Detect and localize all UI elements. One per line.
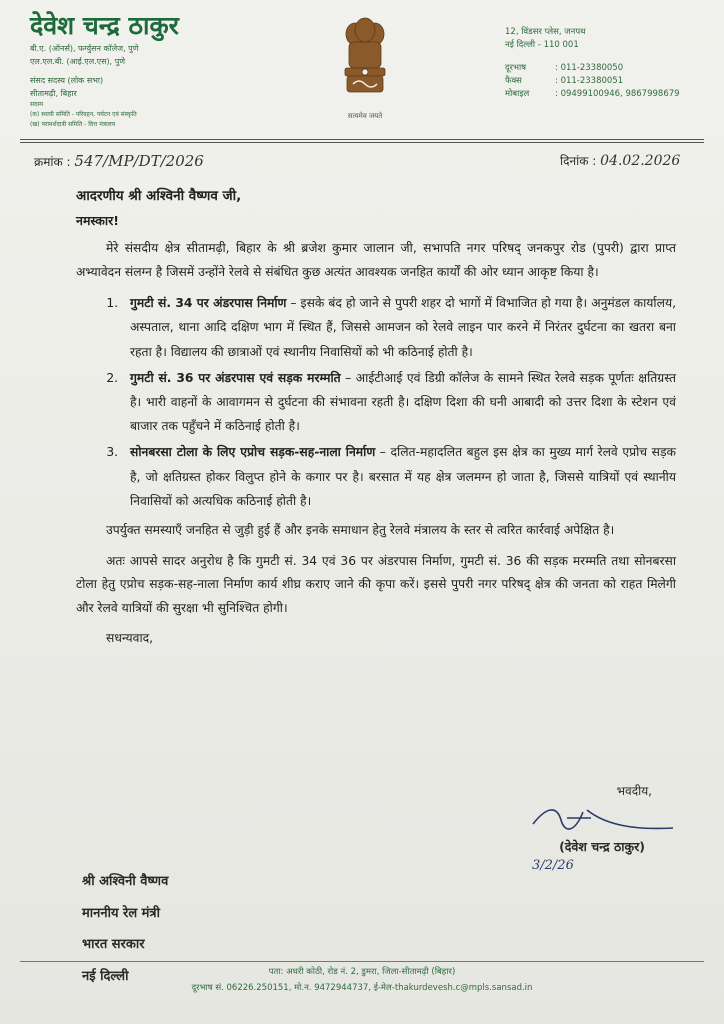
mobile-row bbox=[505, 88, 715, 101]
recipient-line: नई दिल्ली bbox=[82, 968, 129, 984]
issue-list bbox=[76, 291, 676, 513]
phone-row bbox=[505, 62, 715, 75]
issue-item bbox=[122, 291, 676, 364]
sender-position: संसद सदस्य (लोक सभा) bbox=[30, 76, 104, 85]
date-label: दिनांक : bbox=[560, 154, 597, 168]
letter-footer bbox=[0, 964, 724, 996]
date-value: 04.02.2026 bbox=[600, 153, 681, 169]
issue-text: – दलित-महादलित बहुल इस क्षेत्र का मुख्य मार्ग रेलवे एप्रोच सड़क है, जो क्षतिग्रस्त होकर विलुप्त होने के कगार पर है। बरसात में यह क्षेत्र जलमग्न हो जाता है, जिससे यात्रियों एवं स्थानीय निवासियों को अत्यधिक कठिनाई होती है। bbox=[130, 445, 676, 508]
fax-label: फैक्स bbox=[505, 76, 522, 86]
member-label: सदस्य bbox=[30, 101, 44, 108]
footer-contact: दूरभाष सं. 06226.250151, मो.न. 9472944737, ई-मेल-thakurdevesh.c@mpls.sansad.in bbox=[191, 983, 533, 993]
greeting: नमस्कार! bbox=[76, 213, 119, 228]
phone-value: : 011-23380050 bbox=[555, 63, 624, 73]
reference-label: क्रमांक : bbox=[34, 155, 71, 169]
salutation: आदरणीय श्री अश्विनी वैष्णव जी, bbox=[76, 188, 242, 204]
letterhead-left bbox=[30, 10, 280, 130]
mobile-value: : 09499100946, 9867998679 bbox=[555, 89, 680, 99]
sender-name: देवेश चन्द्र ठाकुर bbox=[30, 11, 179, 40]
header-divider-2 bbox=[20, 142, 704, 143]
address-line-1: 12, विंडसर प्लेस, जनपथ bbox=[505, 27, 586, 37]
issue-title: गुमटी सं. 36 पर अंडरपास एवं सड़क मरम्मति bbox=[130, 370, 341, 385]
signer-name: (देवेश चन्द्र ठाकुर) bbox=[559, 839, 645, 854]
fax-value: : 011-23380051 bbox=[555, 76, 624, 86]
sender-constituency: सीतामढ़ी, बिहार bbox=[30, 89, 77, 98]
committee-2: (ख) परामर्शदात्री समिति - वित्त मंत्रालय bbox=[30, 121, 116, 128]
letter-body bbox=[76, 184, 676, 649]
thanks-line: सधन्यवाद, bbox=[106, 631, 154, 646]
footer-address: पता: अधरी कोठी, रोड नं. 2, डुमरा, जिला-सीतामढ़ी (बिहार) bbox=[268, 967, 456, 977]
footer-divider bbox=[20, 961, 704, 962]
qualification-1: बी.ए. (ऑनर्स), फर्ग्युसन कॉलेज, पुणे bbox=[30, 44, 139, 53]
reference-value: 547/MP/DT/2026 bbox=[74, 152, 204, 170]
phone-label: दूरभाष bbox=[505, 63, 527, 73]
issue-item bbox=[122, 440, 676, 513]
lion-capital-icon bbox=[333, 12, 397, 108]
recipient-line: भारत सरकार bbox=[82, 937, 145, 952]
issue-item bbox=[122, 366, 676, 439]
issue-text: – आईटीआई एवं डिग्री कॉलेज के सामने स्थित रेलवे सड़क पूर्णतः क्षतिग्रस्त है। भारी वाहनों के आवागमन से दुर्घटना की संभावना रहती है। दक्षिण दिशा की घनी आबादी को उत्तर दिशा के स्टेशन एवं बाजार तक पहुँचने में कठिनाई होती है। bbox=[130, 370, 676, 434]
issue-title: सोनबरसा टोला के लिए एप्रोच सड़क-सह-नाला निर्माण bbox=[130, 445, 376, 460]
national-emblem bbox=[333, 12, 397, 120]
signature-block bbox=[512, 780, 692, 873]
address-line-2: नई दिल्ली - 110 001 bbox=[505, 40, 579, 50]
committee-1: (क) स्थायी समिति - परिवहन, पर्यटन एवं संस्कृति bbox=[30, 111, 137, 118]
qualification-2: एल.एल.बी. (आई.एल.एस), पुणे bbox=[30, 57, 126, 66]
closing: भवदीय, bbox=[616, 784, 652, 798]
reference-number bbox=[34, 152, 204, 170]
issue-text: – इसके बंद हो जाने से पुपरी शहर दो भागों में विभाजित हो गया है। अनुमंडल कार्यालय, अस्पताल, थाना आदि दक्षिण भाग में स्थित हैं, जिससे आमजन को रेलवे लाइन पार करने में निरंतर दुर्घटना का खतरा बना रहता है। विद्यालय की छात्राओं एवं स्थानीय निवासियों को भी कठिनाई होती है। bbox=[130, 296, 676, 359]
header-divider bbox=[20, 139, 704, 140]
signature-date: 3/2/26 bbox=[532, 858, 574, 873]
recipient-line: श्री अश्विनी वैष्णव bbox=[82, 874, 169, 889]
emblem-motto: सत्यमेव जयते bbox=[347, 112, 383, 120]
request-paragraph: अतः आपसे सादर अनुरोध है कि गुमटी सं. 34 एवं 36 पर अंडरपास निर्माण, गुमटी सं. 36 की सड़क मरम्मति तथा सोनबरसा टोला हेतु एप्रोच सड़क-सह-नाला निर्माण कार्य शीघ्र कराए जाने की कृपा करें। इससे पुपरी नगर परिषद् क्षेत्र की जनता को राहत मिलेगी और रेलवे यात्रियों की सुरक्षा भी सुनिश्चित होगी। bbox=[76, 553, 676, 615]
mobile-label: मोबाइल bbox=[505, 89, 530, 99]
issue-title: गुमटी सं. 34 पर अंडरपास निर्माण bbox=[130, 296, 287, 311]
intro-paragraph: मेरे संसदीय क्षेत्र सीतामढ़ी, बिहार के श्री ब्रजेश कुमार जालान जी, सभापति नगर परिषद् जनकपुर रोड (पुपरी) द्वारा प्राप्त अभ्यावेदन संलग्न है जिसमें उन्होंने रेलवे से संबंधित कुछ अत्यंत आवश्यक जनहित कार्यों की ओर ध्यान आकृष्ट किया है। bbox=[76, 241, 676, 279]
letterhead-right bbox=[505, 26, 715, 101]
letter-date bbox=[560, 152, 680, 169]
summary-paragraph: उपर्युक्त समस्याएँ जनहित से जुड़ी हुई हैं और इनके समाधान हेतु रेलवे मंत्रालय के स्तर से त्वरित कार्रवाई अपेक्षित है। bbox=[106, 523, 615, 538]
signature-mark bbox=[527, 802, 677, 836]
recipient-line: माननीय रेल मंत्री bbox=[82, 905, 160, 921]
fax-row bbox=[505, 75, 715, 88]
